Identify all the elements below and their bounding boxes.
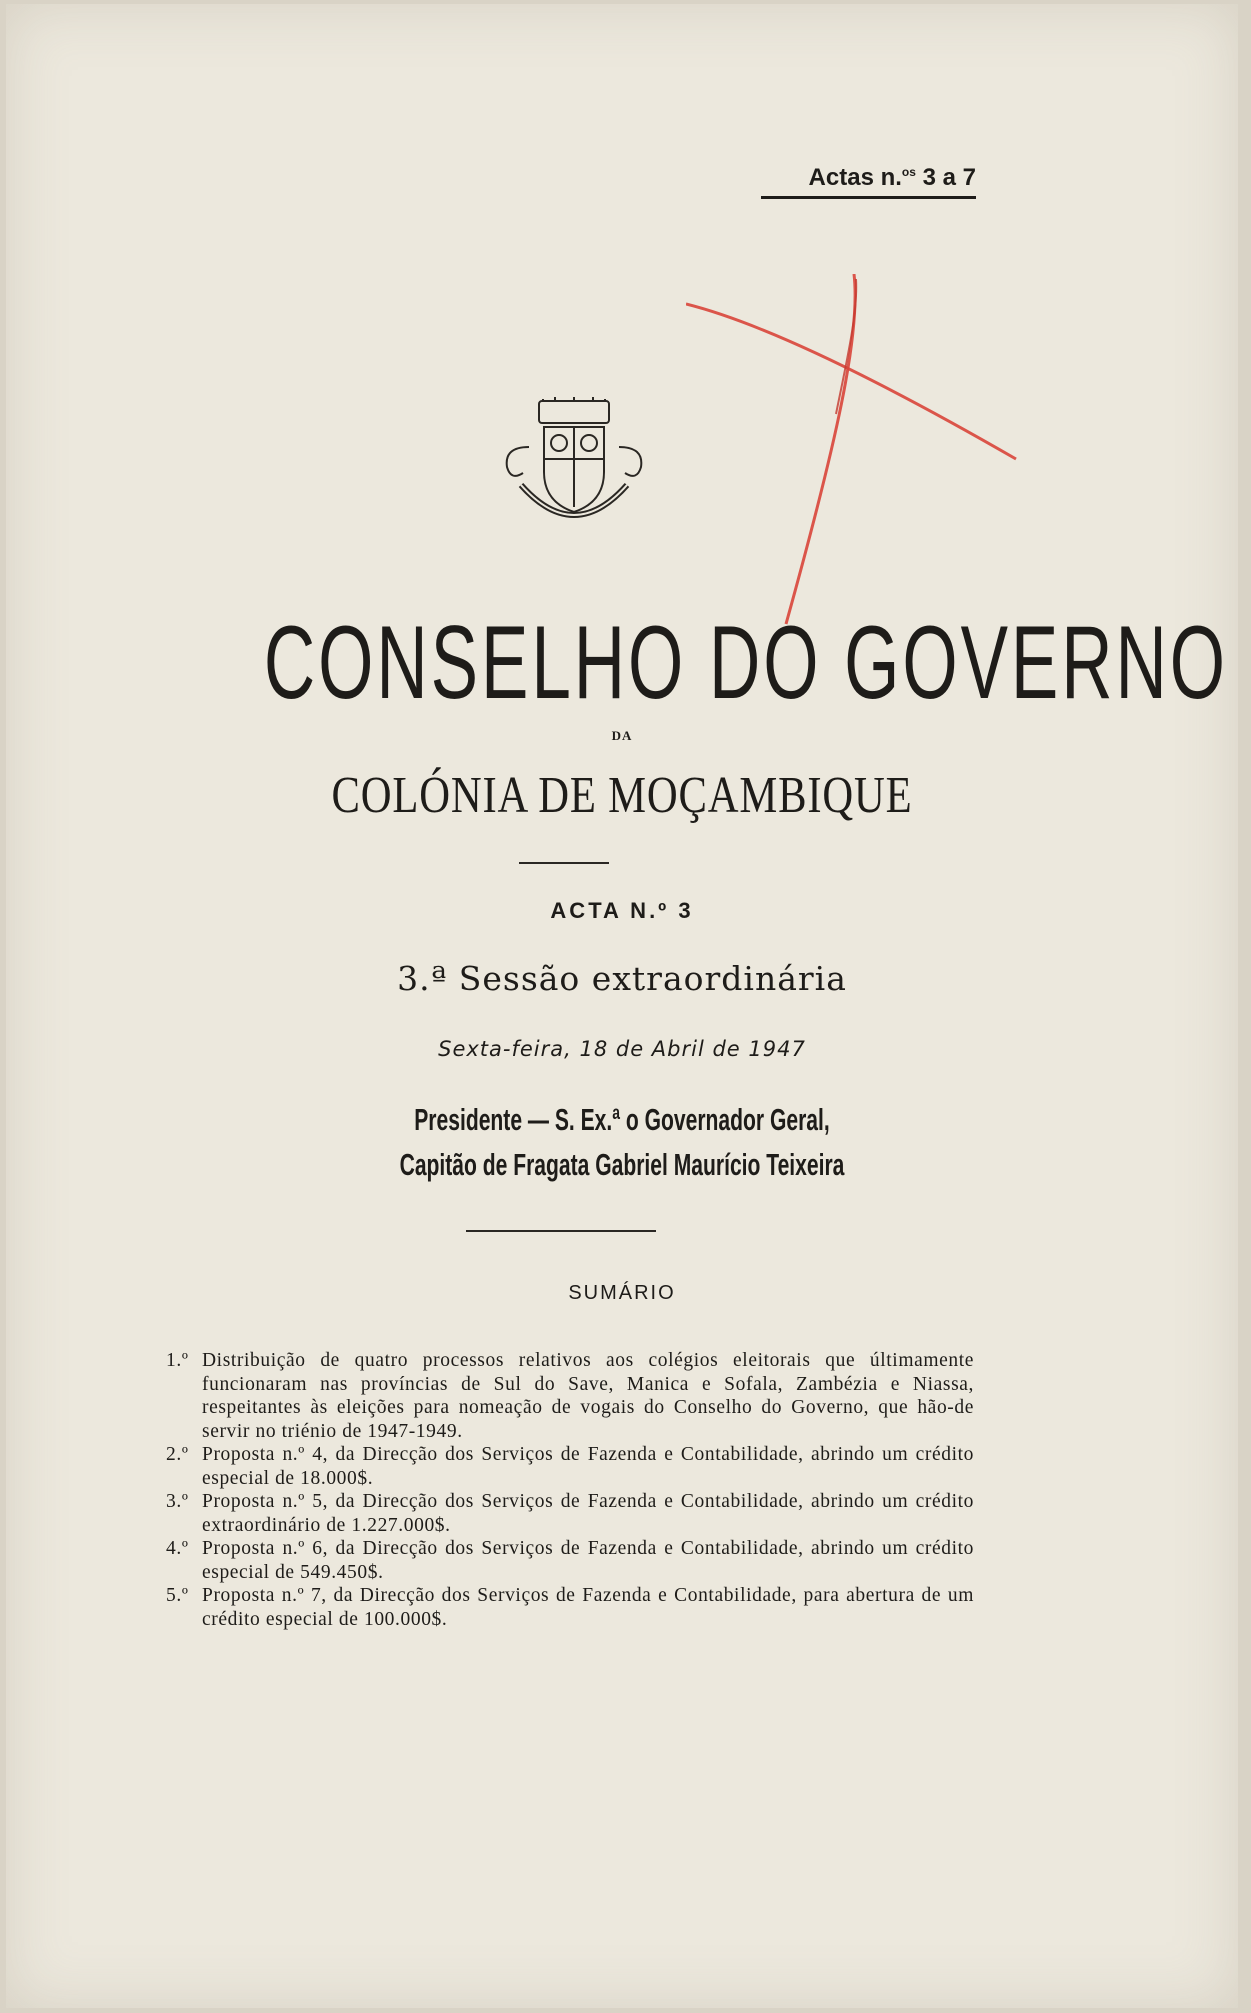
summary-item-number: 4.º: [166, 1538, 189, 1559]
summary-item-text: Proposta n.º 6, da Direcção dos Serviços de Fazenda e Contabilidade, abrindo um crédito especial de 549.450$.: [202, 1538, 974, 1583]
acta-number: ACTA N.º 3: [550, 898, 694, 923]
summary-item: [166, 1443, 974, 1490]
coat-of-arms-icon: [499, 397, 649, 537]
summary-item-text: Proposta n.º 5, da Direcção dos Serviços de Fazenda e Contabilidade, abrindo um crédito extraordinário de 1.227.000$.: [202, 1491, 974, 1536]
summary-item: [166, 1584, 974, 1631]
summary-item-number: 5.º: [166, 1585, 189, 1606]
document-page: [6, 4, 1238, 2008]
president-line-1: Presidente — S. Ex.ª o Governador Geral,: [414, 1102, 830, 1137]
summary-item-text: Proposta n.º 7, da Direcção dos Serviços de Fazenda e Contabilidade, para abertura de um crédito especial de 100.000$.: [202, 1585, 974, 1630]
acts-reference: [761, 164, 976, 199]
divider: [519, 862, 609, 864]
session-title: 3.ª Sessão extraordinária: [397, 959, 847, 998]
president-line-2: Capitão de Fragata Gabriel Maurício Teixeira: [399, 1147, 845, 1182]
summary-item-number: 1.º: [166, 1350, 189, 1371]
divider: [466, 1230, 656, 1232]
summary-item: [166, 1349, 974, 1443]
document-subtitle: COLÓNIA DE MOÇAMBIQUE: [331, 767, 913, 824]
session-date: Sexta-feira, 18 de Abril de 1947: [438, 1037, 806, 1061]
document-title: CONSELHO DO GOVERNO: [263, 605, 1229, 721]
summary-heading: SUMÁRIO: [568, 1282, 676, 1304]
summary-item-number: 3.º: [166, 1491, 189, 1512]
summary-item: [166, 1537, 974, 1584]
summary-item-number: 2.º: [166, 1444, 189, 1465]
acts-reference-label: Actas n.: [808, 164, 902, 191]
summary-item: [166, 1490, 974, 1537]
summary-item-text: Distribuição de quatro processos relativos aos colégios eleitorais que últimamente funcionaram nas províncias de Sul do Save, Manica e Sofala, Zambézia e Niassa, respeitantes às eleições para nomeação de vogais do Conselho do Governo, que hão-de servir no triénio de 1947-1949.: [202, 1350, 974, 1442]
acts-reference-suffix: os: [901, 165, 916, 179]
summary-list: [166, 1349, 974, 1631]
summary-item-text: Proposta n.º 4, da Direcção dos Serviços de Fazenda e Contabilidade, abrindo um crédito especial de 18.000$.: [202, 1444, 974, 1489]
acts-reference-numbers: 3 a 7: [922, 164, 976, 191]
title-connector: DA: [611, 728, 633, 743]
red-check-mark-icon: [686, 274, 1026, 634]
